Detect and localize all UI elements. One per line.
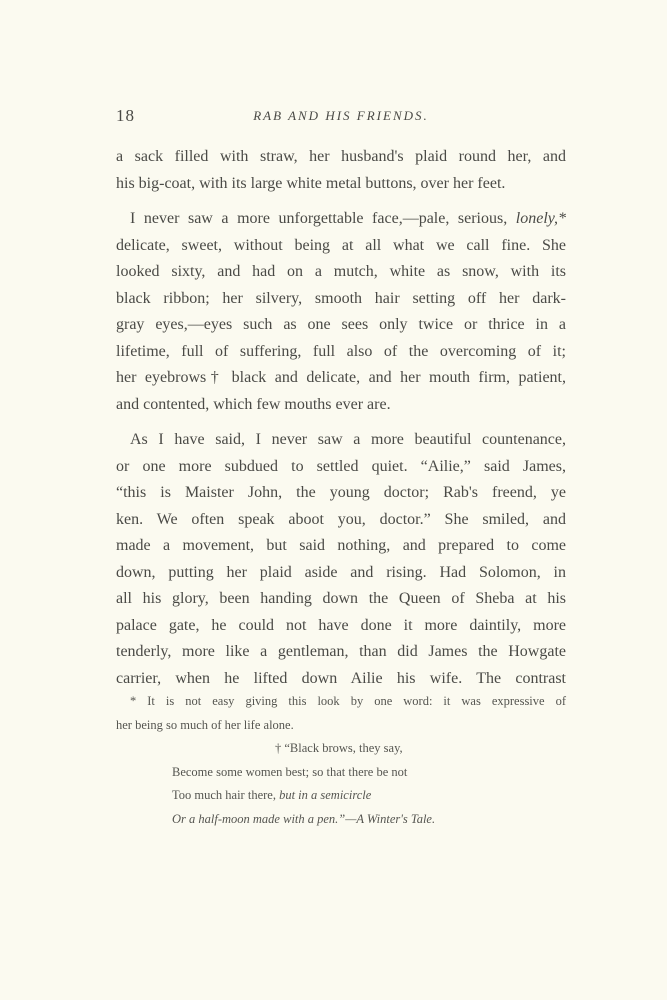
text-line: or one more subdued to settled quiet. “Ailie,” said James, <box>116 457 566 475</box>
text-line: tenderly, more like a gentleman, than did James the Howgate <box>116 643 566 660</box>
text-line <box>116 206 566 233</box>
text-line: his big-coat, with its large white metal buttons, over her feet. <box>116 174 506 192</box>
page-number: 18 <box>116 106 135 125</box>
text-line: and contented, which few mouths ever are. <box>116 395 391 413</box>
text-line: ken. We often speak aboot you, doctor.” She smiled, and <box>116 510 566 528</box>
text-line: looked sixty, and had on a mutch, white as snow, with its <box>116 263 566 280</box>
text-line: “this is Maister John, the young doctor; Rab's freend, ye <box>116 484 566 501</box>
text-line: delicate, sweet, without being at all what we call fine. She <box>116 236 566 254</box>
text-line: carrier, when he lifted down Ailie his wife. The contrast <box>116 669 566 687</box>
body-text <box>116 144 566 692</box>
text-line: all his glory, been handing down the Queen of Sheba at his <box>116 590 566 607</box>
footnote-line <box>116 784 566 808</box>
footnote-line: Or a half-moon made with a pen.”—A Winter's Tale. <box>172 811 436 826</box>
footnote-line: † “Black brows, they say, <box>275 741 403 755</box>
page-header <box>116 106 566 130</box>
footnote-segment: Too much hair there, <box>172 788 276 802</box>
text-line: made a movement, but said nothing, and prepared to come <box>116 537 566 554</box>
footnotes <box>116 690 566 831</box>
footnote-line: * It is not easy giving this look by one word: it was expressive of <box>130 694 566 708</box>
text-line: lifetime, full of suffering, full also of the overcoming of it; <box>116 342 566 360</box>
text-segment: I never saw a more unforgettable face,—pale, serious, <box>130 210 508 227</box>
text-line: down, putting her plaid aside and rising. Had Solomon, in <box>116 563 566 581</box>
footnote-line: Become some women best; so that there be not <box>172 764 408 779</box>
text-line: a sack filled with straw, her husband's plaid round her, and <box>116 148 566 165</box>
footnote-segment-italic: but in a semicircle <box>279 788 372 802</box>
footnote-line: her being so much of her life alone. <box>116 717 294 732</box>
text-line: gray eyes,—eyes such as one sees only twice or thrice in a <box>116 316 566 333</box>
text-segment-italic: lonely,* <box>515 210 566 227</box>
text-line: As I have said, I never saw a more beautiful countenance, <box>130 431 566 448</box>
text-line: palace gate, he could not have done it more daintily, more <box>116 616 566 634</box>
text-line: black ribbon; her silvery, smooth hair setting off her dark- <box>116 289 566 307</box>
text-line: her eyebrows† black and delicate, and her mouth firm, patient, <box>116 369 566 386</box>
running-title: RAB AND HIS FRIENDS. <box>253 108 429 123</box>
